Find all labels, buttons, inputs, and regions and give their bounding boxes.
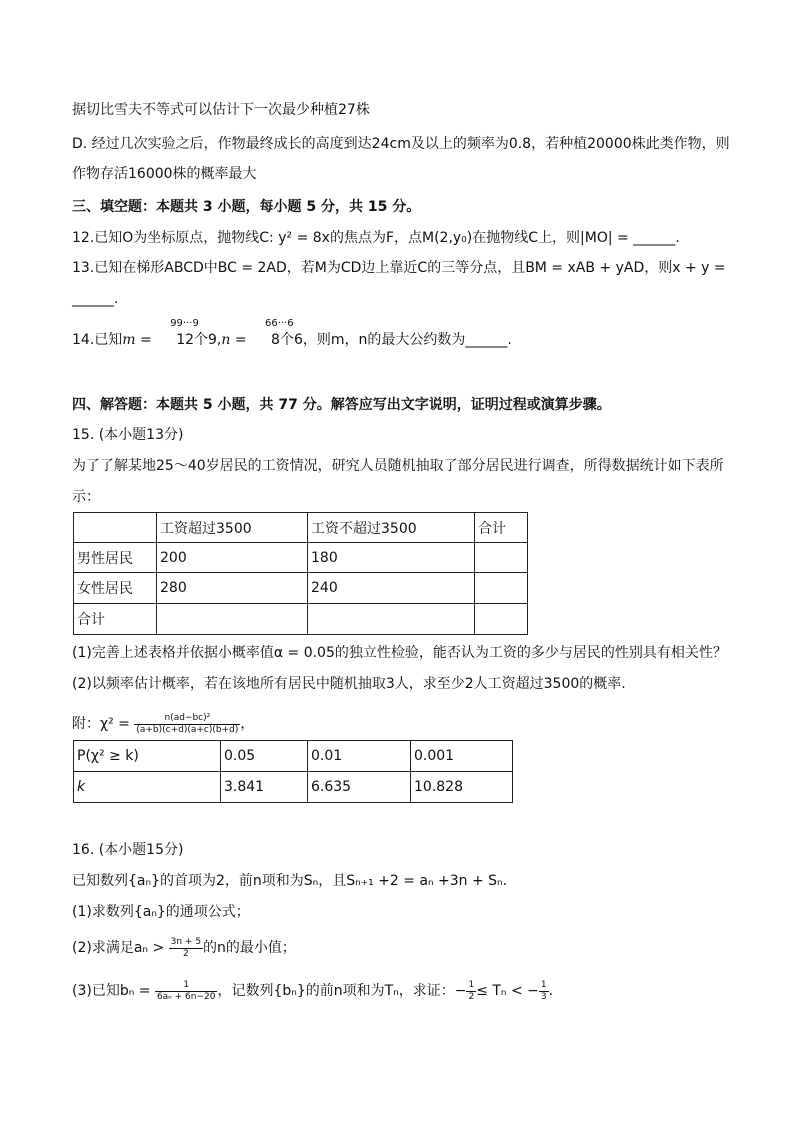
q16-3-end: . [548,983,554,999]
q16-3-lower-den: 2 [468,991,475,1002]
table-row [74,741,513,772]
table-cell: 合计 [475,513,528,543]
q16-3-middle: ，记数列{bₙ}的前n项和为Tₙ，求证：− [217,983,467,999]
q14-n-expr [265,318,303,350]
question-13-line2: ______. [72,291,119,307]
question-13-line1: 13.已知在梯形ABCD中BC = 2AD，若M为CD边上靠近C的三等分点，且BM = xAB + yAD，则x + y = [72,260,726,276]
question-16-paragraph: 已知数列{aₙ}的首项为2，前n项和为Sₙ，且Sₙ₊₁ +2 = aₙ +3n + Sₙ. [72,873,508,889]
q14-n-over: 66···6 [265,318,294,329]
question-14: 14.已知m = 99···9 12个9,n = 66···6 8个6，则m，n的最大公约数为______. [72,330,512,350]
table-cell [308,604,475,635]
table-cell [74,513,157,543]
table-cell: 200 [157,543,308,573]
option-d-line2: 作物存活16000株的概率最大 [72,166,257,182]
table-cell: 男性居民 [74,543,157,573]
attachment-label: 附：χ² = [72,716,130,732]
option-d-line1: D. 经过几次实验之后，作物最终成长的高度到达24cm及以上的频率为0.8，若种植20000株此类作物，则 [72,136,730,152]
chi-square-denominator: (a+b)(c+d)(a+c)(b+d) [136,724,239,735]
q16-3-b-fraction [155,980,218,1003]
section-3-heading: 三、填空题：本题共 3 小题，每小题 5 分，共 15 分。 [72,199,421,215]
table-cell: 6.635 [308,772,411,803]
chi-square-fraction [134,713,240,736]
chi-square-numerator: n(ad−bc)² [134,713,240,725]
question-15-paragraph-1: 为了了解某地25～40岁居民的工资情况，研究人员随机抽取了部分居民进行调查，所得数据统计如下表所 [72,458,724,474]
q16-3-upper-bound [539,980,549,1003]
q16-3-inequality: ≤ Tₙ < − [476,983,539,999]
table-row [74,543,528,573]
table-cell: 合计 [74,604,157,635]
q14-n-under: 8个6 [271,332,303,348]
table-cell: 180 [308,543,475,573]
table-cell: k [74,772,221,803]
q16-3-denominator: 6aₙ + 6n−20 [156,991,216,1002]
table-cell [475,604,528,635]
question-16-title: 16. (本小题15分) [72,842,184,858]
table-cell: 工资超过3500 [157,513,308,543]
question-15-paragraph-2: 示： [72,489,100,505]
q14-m-over: 99···9 [170,318,199,329]
question-16-part-3 [72,978,553,1004]
table-cell: 3.841 [221,772,308,803]
table-cell: 0.001 [411,741,513,772]
question-16-part-2 [72,936,296,960]
q16-2-prefix: (2)求满足aₙ > [72,940,165,956]
table-row [74,604,528,635]
question-16-part-1: (1)求数列{aₙ}的通项公式； [72,904,250,920]
table-cell: P(χ² ≥ k) [74,741,221,772]
table-cell: 10.828 [411,772,513,803]
question-15-part-2: (2)以频率估计概率，若在该地所有居民中随机抽取3人，求至少2人工资超过3500的概率. [72,676,626,692]
q16-3-lower-num: 1 [468,979,475,990]
q16-3-upper-den: 3 [540,991,547,1002]
table-cell: 女性居民 [74,573,157,604]
q14-m-expr [170,318,217,350]
attachment-tail: ， [240,716,255,732]
table-row [74,573,528,604]
q16-3-numerator: 1 [155,980,218,992]
table-cell: 240 [308,573,475,604]
table-cell [475,543,528,573]
table-row [74,772,513,803]
q14-prefix: 14.已知 [72,332,123,348]
option-c-continuation: 据切比雪夫不等式可以估计下一次最少种植27株 [72,102,370,118]
table-cell: 工资不超过3500 [308,513,475,543]
attachment-formula [72,712,254,736]
table-cell: 0.01 [308,741,411,772]
q16-3-lower-bound [466,980,476,1003]
section-4-heading: 四、解答题：本题共 5 小题，共 77 分。解答应写出文字说明，证明过程或演算步骤。 [72,397,611,413]
critical-value-table [73,740,513,803]
q14-suffix: ，则m，n的最大公约数为______. [302,332,512,348]
q16-2-fraction [169,937,203,960]
table-cell: 280 [157,573,308,604]
question-12: 12.已知O为坐标原点，抛物线C: y² = 8x的焦点为F，点M(2,y₀)在抛物线C上，则|MO| = ______. [72,230,680,246]
question-15-part-1: (1)完善上述表格并依据小概率值α = 0.05的独立性检验，能否认为工资的多少与居民的性别具有相关性？ [72,645,727,661]
question-15-title: 15. (本小题13分) [72,427,184,443]
q16-2-suffix: 的n的最小值； [203,940,296,956]
table-cell [157,604,308,635]
q16-2-denominator: 2 [182,948,189,959]
wage-table [73,512,528,635]
q16-3-prefix: (3)已知bₙ = [72,983,151,999]
table-cell [475,573,528,604]
q16-3-upper-num: 1 [540,979,547,990]
q16-2-numerator: 3n + 5 [170,936,202,947]
q14-m-under: 12个9 [176,332,217,348]
table-cell: 0.05 [221,741,308,772]
table-header-row [74,513,528,543]
